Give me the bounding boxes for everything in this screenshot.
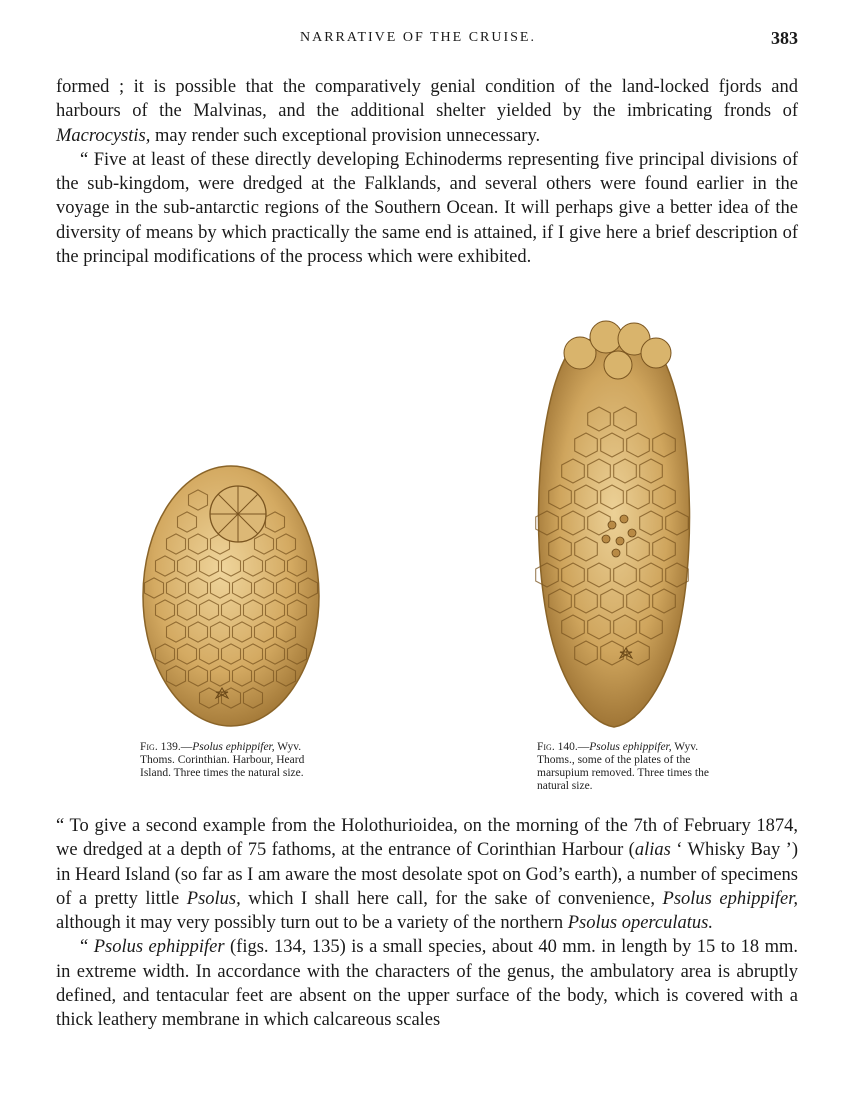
running-title: NARRATIVE OF THE CRUISE.: [300, 30, 536, 45]
text-run: formed ; it is possible that the comparatively genial condition of the land-locked fjords and harbours of the Malvinas, and the additional shelter yielded by the imbricating fronds of: [56, 77, 798, 122]
paragraph-2: [56, 148, 798, 269]
text-run: Psolus ephippifer: [93, 937, 225, 958]
text-run: may render such exceptional provision unnecessary.: [150, 125, 541, 146]
figure-139-caption: [140, 741, 316, 780]
text-run: “: [80, 937, 94, 958]
text-run: “ Five at least of these directly developing Echinoderms representing five principal divisions of the sub-kingdom, were dredged at the Falklands, and several others were found earlier in the voyage in the sub-antarctic regions of the Southern Ocean. It will perhaps give a better idea of the diversity of means by which practically the same end is attained, if I give here a brief description of the principal modifications of the process which were exhibited.: [56, 149, 798, 268]
text-run: Psolus ephippifer,: [192, 741, 275, 753]
text-run: 139.—: [157, 741, 193, 753]
text-run: although it may very possibly turn out to be a variety of the northern: [56, 913, 568, 934]
text-run: ‘ Whisky Bay ’) in Heard Island (so far as I am aware the most desolate spot on God’s earth), a number of specimens of a pretty little: [56, 840, 799, 909]
text-run: 140.—: [554, 741, 590, 753]
text-run: which I shall here call, for the sake of convenience,: [240, 888, 663, 909]
text-run: Psolus ephippifer,: [662, 888, 798, 909]
text-run: Fig.: [537, 741, 555, 753]
figure-140-caption: [537, 741, 721, 793]
top-text-block: [56, 75, 798, 269]
text-run: Macrocystis,: [56, 125, 151, 146]
text-run: (figs. 134, 135) is a small species, about 40 mm. in length by 15 to 18 mm. in extreme width. In accordance with the characters of the genus, the ambulatory area is abruptly defined, and tentacular feet are absent on the upper surface of the body, which is covered with a thick leathery membrane in which calcareous scales: [56, 937, 798, 1031]
figure-140-illustration: [528, 313, 700, 731]
text-run: Psolus operculatus.: [567, 913, 713, 934]
text-run: Psolus,: [186, 888, 241, 909]
text-run: Wyv. Thoms. Corinthian. Harbour, Heard Island. Three times the natural size.: [140, 741, 305, 779]
paragraph-1: [56, 75, 798, 148]
rosette-rays: [210, 486, 266, 542]
page-number: 383: [771, 28, 798, 48]
paragraph-4: [56, 935, 798, 1032]
text-run: Psolus ephippifer,: [589, 741, 672, 753]
specimen-body: [538, 337, 689, 728]
text-run: Wyv. Thoms., some of the plates of the marsupium removed. Three times the natural size.: [537, 741, 709, 792]
text-run: Fig.: [140, 741, 158, 753]
bottom-text-block: [56, 814, 798, 1033]
text-run: “ To give a second example from the Holothurioidea, on the morning of the 7th of February 1874, we dredged at a depth of 75 fathoms, at the entrance of Corinthian Harbour (: [56, 816, 798, 861]
paragraph-3: [56, 814, 798, 935]
text-run: alias: [634, 840, 671, 861]
figure-139-illustration: [136, 462, 326, 730]
